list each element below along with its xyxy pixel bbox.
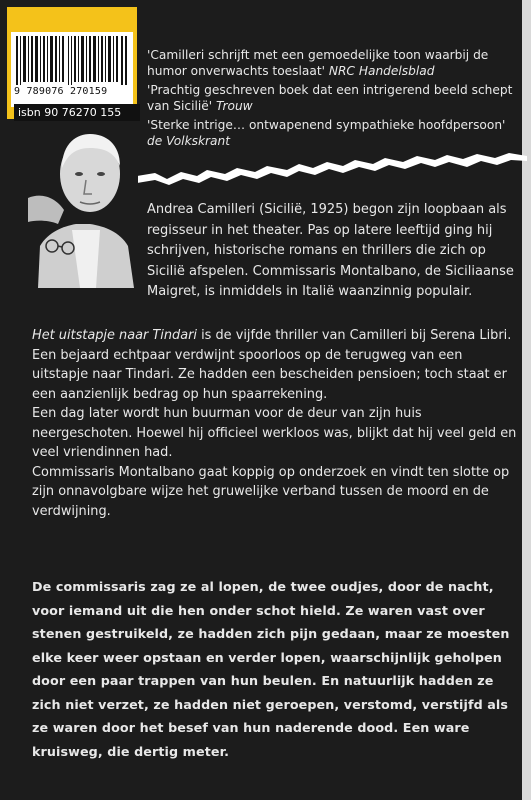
- synopsis-paragraph: Een bejaard echtpaar verdwijnt spoorloos op de terugweg van een uitstapje naar Tindari. Ze hadden een bescheiden pensioen; toch staat er een aanzienlijk bedrag op hun spaarrekening.: [32, 347, 507, 402]
- press-quote: [147, 117, 521, 149]
- synopsis-paragraph: Commissaris Montalbano gaat koppig op onderzoek en vindt ten slotte op zijn onnavolgbare wijze het gruwelijke verband tussen de moord en de verdwijning.: [32, 464, 510, 519]
- synopsis-paragraph: Een dag later wordt hun buurman voor de deur van zijn huis neergeschoten. Hoewel hij officieel werkloos was, blijkt dat hij veel geld en veel vriendinnen had.: [32, 406, 517, 460]
- quote-source: Trouw: [215, 99, 253, 113]
- author-photo: [28, 128, 138, 288]
- press-quotes: [147, 47, 521, 152]
- torn-strip-graphic: [137, 152, 527, 192]
- synopsis: [32, 326, 522, 521]
- barcode-icon: [16, 36, 128, 85]
- quote-text: 'Sterke intrige… ontwapenend sympathieke hoofdpersoon': [147, 118, 506, 132]
- synopsis-intro: [32, 326, 522, 346]
- author-bio: Andrea Camilleri (Sicilië, 1925) begon zijn loopbaan als regisseur in het theater. Pas op latere leeftijd ging hij schrijven, historische romans en thrillers die zich op Sicilië afspelen. Commissaris Montalbano, de Siciliaanse Maigret, is inmiddels in Italië waanzinnig populair.: [147, 202, 514, 299]
- press-quote: [147, 47, 521, 79]
- isbn-number: isbn 90 76270 155: [14, 104, 140, 121]
- quote-text: 'Prachtig geschreven boek dat een intrigerend beeld schept van Sicilië': [147, 83, 513, 113]
- synopsis-intro-text: is de vijfde thriller van Camilleri bij Serena Libri.: [197, 328, 512, 343]
- quote-source: NRC Handelsblad: [328, 64, 435, 78]
- book-excerpt: De commissaris zag ze al lopen, de twee oudjes, door de nacht, voor iemand uit die hen onder schot hield. Ze waren vast over stenen gestruikeld, ze hadden zich pijn gedaan, maar ze moesten elke keer weer opstaan en verder lopen, waarschijnlijk geholpen door een paar trappen van hun beulen. En natuurlijk hadden ze zich niet verzet, ze hadden niet geroepen, verstomd, verstijfd als ze waren door het besef van hun naderende dood. Een ware kruisweg, die dertig meter.: [32, 579, 510, 759]
- quote-source: de Volkskrant: [147, 134, 231, 148]
- book-title: Het uitstapje naar Tindari: [32, 328, 197, 343]
- quote-text: 'Camilleri schrijft met een gemoedelijke toon waarbij de humor onverwachts toeslaat': [147, 48, 489, 78]
- ean-number: 9 789076 270159: [14, 86, 108, 97]
- press-quote: [147, 82, 521, 114]
